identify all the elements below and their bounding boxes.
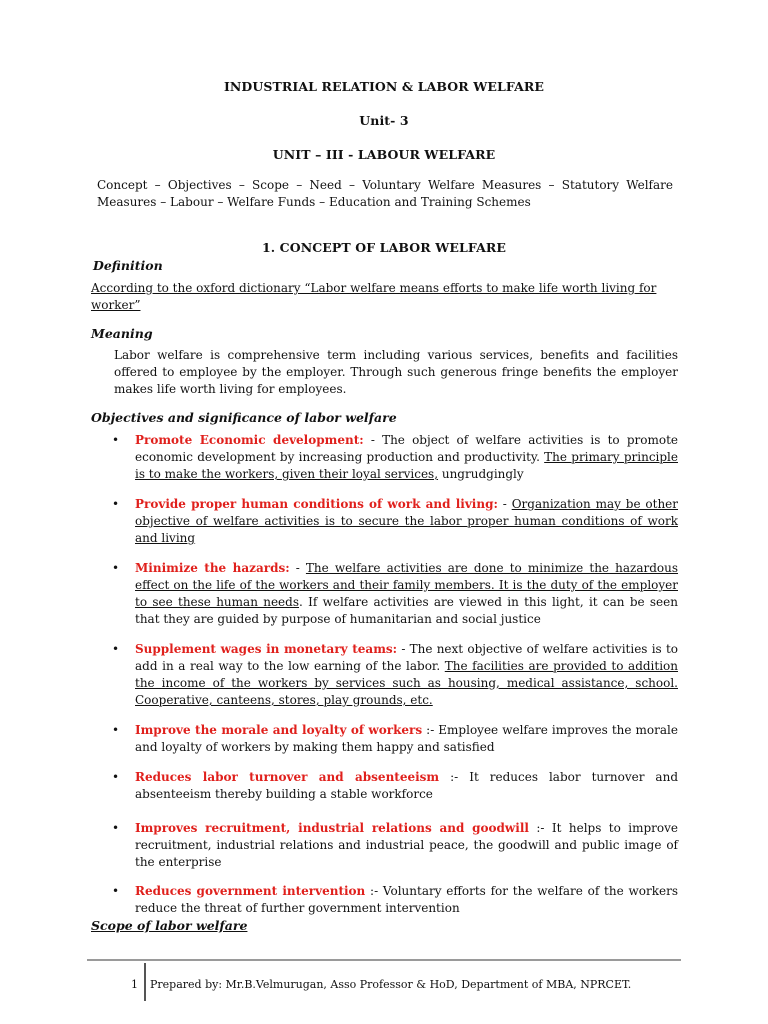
objective-title: Promote Economic development: (135, 433, 364, 447)
objective-separator: - (363, 433, 383, 447)
objective-text: It helps to improve recruitment, industrial relations and industrial peace, the goodwill and public image of the enterprise (135, 821, 678, 869)
objective-title: Improve the morale and loyalty of workers (135, 723, 423, 737)
list-item (112, 722, 678, 756)
page-number: 1 (131, 978, 138, 991)
unit-number: Unit- 3 (359, 113, 409, 128)
objective-text: The next objective of welfare activities is to add in a real way to the low earning of the labor. (135, 642, 678, 673)
meaning-heading: Meaning (91, 326, 153, 341)
section-heading: 1. CONCEPT OF LABOR WELFARE (261, 240, 507, 255)
objective-text-3: ungrudgingly (438, 467, 524, 481)
list-item (112, 883, 678, 917)
list-item (112, 560, 679, 628)
objective-title: Reduces labor turnover and absenteeism (135, 770, 440, 784)
list-item (112, 820, 678, 871)
objective-title: Improves recruitment, industrial relations and goodwill (135, 821, 529, 835)
objective-underlined-2: is to make the workers, given their loyal services, (135, 467, 439, 481)
document-title: INDUSTRIAL RELATION & LABOR WELFARE (223, 79, 545, 94)
objective-text: . If welfare activities are viewed in this light, it can be seen that they are guided by purpose of humanitarian and social justice (135, 595, 678, 626)
footer-text: Prepared by: Mr.B.Velmurugan, Asso Professor & HoD, Department of MBA, NPRCET. (150, 978, 632, 991)
objective-title: Reduces government intervention (135, 884, 366, 898)
objective-separator: :- (439, 770, 470, 784)
meaning-text: Labor welfare is comprehensive term including various services, benefits and facilities offered to employee by the employer. Through such generous fringe benefits the employer makes life worth living for employees. (114, 348, 678, 396)
definition-heading: Definition (93, 258, 163, 273)
list-item (112, 432, 678, 483)
objective-text: Voluntary efforts for the welfare of the workers reduce the threat of further government intervention (135, 884, 678, 915)
bullet-icon: • (112, 642, 120, 656)
objective-text: It reduces labor turnover and absenteeism thereby building a stable workforce (135, 770, 678, 801)
scope-heading: Scope of labor welfare (91, 918, 248, 933)
bullet-icon: • (112, 821, 120, 835)
footer-divider (87, 959, 681, 961)
objective-underlined: The facilities are provided to addition the income of the workers by services such as housing, medical assistance, school. Cooperative, canteens, stores, play grounds, etc. (135, 659, 679, 707)
objective-separator: - (397, 642, 410, 656)
bullet-icon: • (112, 433, 120, 447)
unit-topics: Concept – Objectives – Scope – Need – Voluntary Welfare Measures – Statutory Welfare Measures – Labour – Welfare Funds – Education and Training Schemes (97, 178, 673, 209)
footer-vertical-bar (144, 963, 146, 1001)
bullet-icon: • (112, 561, 120, 575)
list-item (112, 769, 678, 803)
objective-separator: :- (422, 723, 439, 737)
bullet-icon: • (112, 770, 120, 784)
bullet-icon: • (112, 723, 120, 737)
objective-underlined: The welfare activities are done to minimize the hazardous effect on the life of the workers and their family members. It is the duty of the employer to see these human needs (135, 561, 679, 609)
objective-text: The object of welfare activities is to promote economic development by increasing production and productivity. (135, 433, 678, 464)
objective-underlined: The primary principle (544, 450, 678, 464)
objective-separator: :- (365, 884, 383, 898)
objective-title: Provide proper human conditions of work and living: (135, 497, 498, 511)
list-item (112, 496, 679, 547)
bullet-icon: • (112, 884, 120, 898)
objective-text: Employee welfare improves the morale and loyalty of workers by making them happy and satisfied (135, 723, 678, 754)
objective-separator: - (497, 497, 512, 511)
objective-separator: - (289, 561, 306, 575)
objective-separator: :- (528, 821, 552, 835)
objective-underlined: Organization may be other objective of welfare activities is to secure the labor proper human conditions of work and living (135, 497, 679, 545)
list-item (112, 641, 679, 709)
objective-title: Supplement wages in monetary teams: (135, 642, 398, 656)
objectives-heading: Objectives and significance of labor welfare (91, 410, 397, 425)
unit-title: UNIT – III - LABOUR WELFARE (272, 147, 496, 162)
bullet-icon: • (112, 497, 120, 511)
objective-title: Minimize the hazards: (135, 561, 290, 575)
definition-text: According to the oxford dictionary “Labor welfare means efforts to make life worth living for worker” (91, 281, 657, 312)
